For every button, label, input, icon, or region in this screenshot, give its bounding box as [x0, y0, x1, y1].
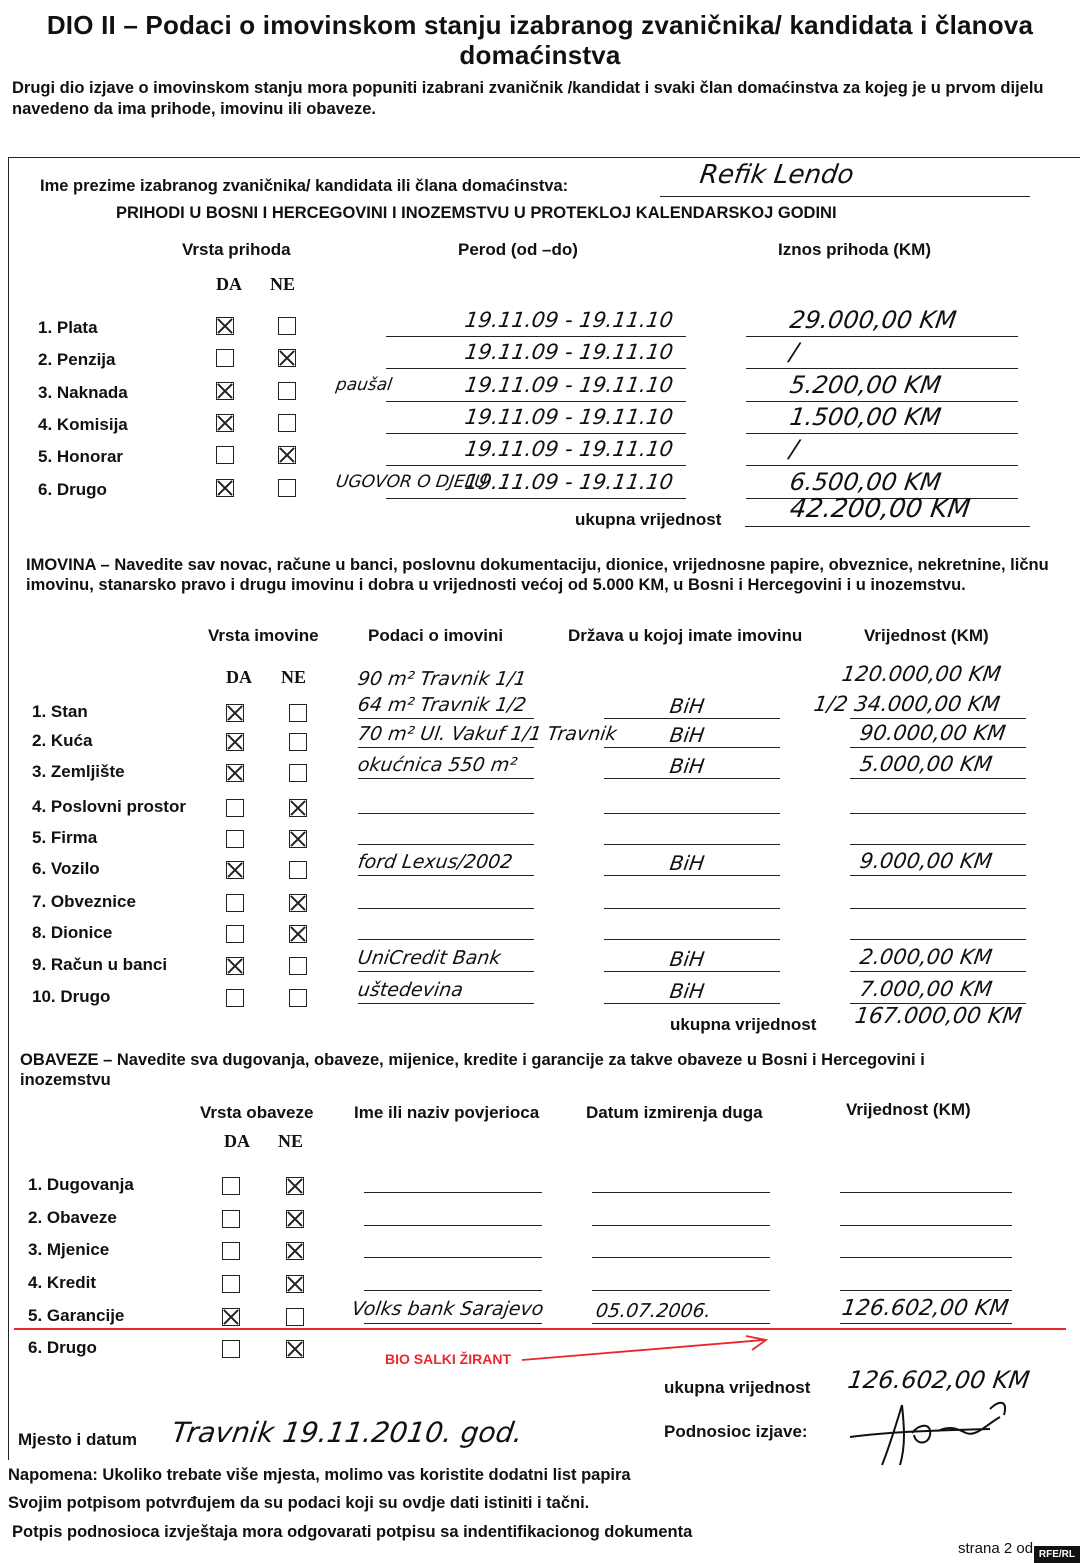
income-period-line: [386, 336, 686, 337]
income-row-amount[interactable]: 5.200,00 KM: [788, 371, 943, 399]
page-number: strana 2 od: [958, 1540, 1034, 1557]
asset-row-info[interactable]: 64 m² Travnik 1/2: [356, 694, 528, 716]
asset-row-label: 6. Vozilo: [32, 859, 100, 878]
liability-row-label: 6. Drugo: [28, 1338, 97, 1357]
liability-da-checkbox[interactable]: [222, 1308, 240, 1326]
liability-value-line: [840, 1192, 1012, 1193]
liab-col-type: Vrsta obaveze: [200, 1103, 314, 1122]
liability-da-checkbox[interactable]: [222, 1177, 240, 1195]
liability-date-line: [592, 1225, 770, 1226]
income-row-period[interactable]: 19.11.09 - 19.11.10: [463, 437, 675, 461]
liability-row-label: 1. Dugovanja: [28, 1175, 134, 1194]
income-period-line: [386, 401, 686, 402]
liability-date-line: [592, 1257, 770, 1258]
asset-da-checkbox[interactable]: [226, 764, 244, 782]
asset-ne-checkbox[interactable]: [289, 957, 307, 975]
income-amount-line: [746, 465, 1018, 466]
asset-row-country[interactable]: BiH: [668, 947, 707, 971]
income-col-period: Perod (od –do): [458, 240, 578, 259]
asset-row-info[interactable]: ford Lexus/2002: [356, 851, 514, 873]
signature[interactable]: [840, 1395, 1030, 1470]
asset-info-line: [358, 875, 534, 876]
name-value[interactable]: Refik Lendo: [697, 160, 856, 190]
income-ne-checkbox[interactable]: [278, 414, 296, 432]
asset-info-line: [358, 971, 534, 972]
asset-ne-checkbox[interactable]: [289, 704, 307, 722]
asset-country-line: [604, 875, 780, 876]
form-frame-left: [8, 157, 9, 1460]
income-row-label: 3. Naknada: [38, 383, 128, 402]
asset-row-value[interactable]: 90.000,00 KM: [858, 721, 1008, 745]
rferl-badge: RFE/RL: [1034, 1546, 1080, 1563]
place-label: Mjesto i datum: [18, 1430, 138, 1449]
footer-note-1: Napomena: Ukoliko trebate više mjesta, molimo vas koristite dodatni list papira: [8, 1466, 631, 1484]
liab-total-label: ukupna vrijednost: [664, 1378, 811, 1397]
asset-ne-checkbox[interactable]: [289, 894, 307, 912]
income-ne-checkbox[interactable]: [278, 479, 296, 497]
income-row-period[interactable]: 19.11.09 - 19.11.10: [463, 470, 675, 494]
asset-row-value[interactable]: 1/2 34.000,00 KM: [812, 692, 1002, 716]
assets-stan-value-line1[interactable]: 120.000,00 KM: [840, 662, 1003, 686]
assets-stan-info-line1[interactable]: 90 m² Travnik 1/1: [356, 668, 528, 690]
liab-da-header: DA: [224, 1131, 250, 1151]
asset-row-label: 2. Kuća: [32, 731, 93, 750]
red-arrow-icon: [520, 1334, 770, 1364]
assets-col-value: Vrijednost (KM): [864, 626, 989, 645]
asset-info-line: [358, 747, 534, 748]
footer-note-3: Potpis podnosioca izvještaja mora odgovarati potpisu sa indentifikacionog dokumenta: [12, 1523, 693, 1541]
asset-value-line: [850, 813, 1026, 814]
income-ne-checkbox[interactable]: [278, 446, 296, 464]
name-label: Ime prezime izabranog zvaničnika/ kandidata ili člana domaćinstva:: [40, 177, 569, 195]
liability-da-checkbox[interactable]: [222, 1340, 240, 1358]
asset-ne-checkbox[interactable]: [289, 925, 307, 943]
asset-ne-checkbox[interactable]: [289, 830, 307, 848]
asset-row-label: 1. Stan: [32, 702, 88, 721]
asset-row-country[interactable]: BiH: [668, 754, 707, 778]
liability-ne-checkbox[interactable]: [286, 1177, 304, 1195]
liability-ne-checkbox[interactable]: [286, 1340, 304, 1358]
liability-creditor-line: [364, 1257, 542, 1258]
asset-da-checkbox[interactable]: [226, 989, 244, 1007]
income-da-checkbox[interactable]: [216, 446, 234, 464]
liability-da-checkbox[interactable]: [222, 1275, 240, 1293]
income-period-line: [386, 368, 686, 369]
income-row-label: 4. Komisija: [38, 415, 128, 434]
asset-da-checkbox[interactable]: [226, 733, 244, 751]
asset-country-line: [604, 1003, 780, 1004]
income-row-amount[interactable]: /: [788, 435, 801, 463]
liabilities-intro: OBAVEZE – Navedite sva dugovanja, obaveze, mijenice, kredite i garancije za takve obaveze u Bosni i Hercegovini i inozemstvu: [20, 1051, 925, 1089]
income-ne-checkbox[interactable]: [278, 349, 296, 367]
form-frame-top: [8, 157, 1080, 158]
asset-value-line: [850, 939, 1026, 940]
income-row-label: 5. Honorar: [38, 447, 124, 466]
income-amount-line: [746, 336, 1018, 337]
income-row-label: 1. Plata: [38, 318, 98, 337]
footer-note-2: Svojim potpisom potvrđujem da su podaci koji su ovdje dati istiniti i tačni.: [8, 1494, 590, 1512]
liability-value-line: [840, 1323, 1012, 1324]
income-da-checkbox[interactable]: [216, 479, 234, 497]
intro-text: Drugi dio izjave o imovinskom stanju mora popuniti izabrani zvaničnik /kandidat i svaki član domaćinstva za kojeg je u prvom dijelu navedeno da ima prihode, imovinu ili obaveze.: [12, 79, 1044, 118]
asset-row-label: 8. Dionice: [32, 923, 113, 942]
liability-creditor-line: [364, 1192, 542, 1193]
liability-row-date[interactable]: 05.07.2006.: [594, 1300, 713, 1322]
asset-row-info[interactable]: UniCredit Bank: [356, 947, 503, 969]
asset-country-line: [604, 908, 780, 909]
income-row-amount[interactable]: 6.500,00 KM: [788, 468, 943, 496]
income-period-line: [386, 433, 686, 434]
asset-row-label: 9. Račun u banci: [32, 955, 168, 974]
income-da-checkbox[interactable]: [216, 414, 234, 432]
income-row-period[interactable]: 19.11.09 - 19.11.10: [463, 308, 675, 332]
income-row-period[interactable]: 19.11.09 - 19.11.10: [463, 373, 675, 397]
asset-da-checkbox[interactable]: [226, 704, 244, 722]
asset-info-line: [358, 813, 534, 814]
income-ne-checkbox[interactable]: [278, 382, 296, 400]
assets-col-country: Država u kojoj imate imovinu: [568, 626, 803, 645]
liability-da-checkbox[interactable]: [222, 1210, 240, 1228]
income-da-checkbox[interactable]: [216, 317, 234, 335]
liability-row-creditor[interactable]: Volks bank Sarajevo: [350, 1298, 546, 1320]
liability-value-line: [840, 1257, 1012, 1258]
asset-country-line: [604, 844, 780, 845]
asset-row-label: 5. Firma: [32, 828, 98, 847]
asset-row-info[interactable]: okućnica 550 m²: [356, 754, 519, 776]
liability-date-line: [592, 1290, 770, 1291]
liability-value-line: [840, 1290, 1012, 1291]
asset-value-line: [850, 844, 1026, 845]
liability-row-label: 5. Garancije: [28, 1306, 125, 1325]
liability-row-label: 4. Kredit: [28, 1273, 97, 1292]
asset-row-country[interactable]: BiH: [668, 979, 707, 1003]
income-total-line: [745, 526, 1030, 527]
submitter-label: Podnosioc izjave:: [664, 1422, 808, 1441]
liability-creditor-line: [364, 1225, 542, 1226]
asset-row-country[interactable]: BiH: [668, 723, 707, 747]
asset-country-line: [604, 813, 780, 814]
title-line-1: DIO II – Podaci o imovinskom stanju izabranog zvaničnika/ kandidata i članova: [46, 10, 1034, 40]
income-ne-header: NE: [270, 274, 296, 294]
income-row-amount[interactable]: 1.500,00 KM: [788, 403, 943, 431]
asset-value-line: [850, 971, 1026, 972]
assets-col-type: Vrsta imovine: [208, 626, 319, 645]
asset-info-line: [358, 844, 534, 845]
income-row-amount[interactable]: 29.000,00 KM: [788, 306, 959, 334]
liability-ne-checkbox[interactable]: [286, 1275, 304, 1293]
asset-country-line: [604, 747, 780, 748]
income-amount-line: [746, 401, 1018, 402]
asset-row-info[interactable]: 70 m² Ul. Vakuf 1/1 Travnik: [356, 723, 619, 745]
income-row-period[interactable]: 19.11.09 - 19.11.10: [463, 405, 675, 429]
liability-ne-checkbox[interactable]: [286, 1210, 304, 1228]
income-row-note[interactable]: UGOVOR O DJELU: [334, 472, 489, 492]
liability-ne-checkbox[interactable]: [286, 1308, 304, 1326]
red-annotation-text: BIO SALKI ŽIRANT: [385, 1351, 511, 1367]
asset-info-line: [358, 908, 534, 909]
asset-country-line: [604, 939, 780, 940]
asset-row-country[interactable]: BiH: [668, 694, 707, 718]
asset-row-label: 10. Drugo: [32, 987, 111, 1006]
income-da-header: DA: [216, 274, 242, 294]
income-col-type: Vrsta prihoda: [182, 240, 291, 259]
income-row-amount[interactable]: /: [788, 338, 801, 366]
income-row-period[interactable]: 19.11.09 - 19.11.10: [463, 340, 675, 364]
asset-row-value[interactable]: 7.000,00 KM: [858, 977, 994, 1001]
asset-row-country[interactable]: BiH: [668, 851, 707, 875]
liability-date-line: [592, 1323, 770, 1324]
page-title: [0, 10, 1080, 70]
asset-ne-checkbox[interactable]: [289, 861, 307, 879]
liab-col-date: Datum izmirenja duga: [586, 1103, 763, 1122]
asset-info-line: [358, 1003, 534, 1004]
liability-creditor-line: [364, 1290, 542, 1291]
income-col-amount: Iznos prihoda (KM): [778, 240, 931, 259]
asset-row-label: 4. Poslovni prostor: [32, 797, 186, 816]
asset-country-line: [604, 971, 780, 972]
income-ne-checkbox[interactable]: [278, 317, 296, 335]
asset-value-line: [850, 747, 1026, 748]
name-underline: [660, 196, 1030, 197]
liability-value-line: [840, 1225, 1012, 1226]
liability-row-label: 3. Mjenice: [28, 1240, 110, 1259]
asset-ne-checkbox[interactable]: [289, 799, 307, 817]
income-da-checkbox[interactable]: [216, 382, 234, 400]
liability-ne-checkbox[interactable]: [286, 1242, 304, 1260]
liability-row-value[interactable]: 126.602,00 KM: [840, 1296, 1011, 1321]
asset-info-line: [358, 718, 534, 719]
asset-info-line: [358, 939, 534, 940]
liability-creditor-line: [364, 1323, 542, 1324]
income-period-line: [386, 465, 686, 466]
assets-intro: IMOVINA – Navedite sav novac, račune u banci, poslovnu dokumentaciju, dionice, vrijednosne papire, obveznice, nekretnine, ličnu imovinu, stanarsko pravo i drugu imovinu i dobra u vrijednosti većoj od 5.000 KM, u Bosni i Hercegovini i u inozemstvu.: [26, 556, 1049, 594]
asset-ne-checkbox[interactable]: [289, 989, 307, 1007]
liability-row-label: 2. Obaveze: [28, 1208, 117, 1227]
asset-value-line: [850, 908, 1026, 909]
liab-total-value[interactable]: 126.602,00 KM: [846, 1366, 1032, 1394]
asset-da-checkbox[interactable]: [226, 799, 244, 817]
asset-da-checkbox[interactable]: [226, 830, 244, 848]
red-annotation-line: [14, 1328, 1066, 1330]
asset-da-checkbox[interactable]: [226, 861, 244, 879]
asset-row-info[interactable]: uštedevina: [356, 979, 465, 1001]
asset-da-checkbox[interactable]: [226, 925, 244, 943]
liability-da-checkbox[interactable]: [222, 1242, 240, 1260]
income-total-label: ukupna vrijednost: [575, 510, 722, 529]
income-total-value[interactable]: 42.200,00 KM: [787, 494, 973, 524]
asset-country-line: [604, 718, 780, 719]
income-da-checkbox[interactable]: [216, 349, 234, 367]
liab-col-value: Vrijednost (KM): [846, 1100, 971, 1119]
asset-row-label: 7. Obveznice: [32, 892, 136, 911]
title-line-2: domaćinstva: [459, 40, 621, 70]
income-row-label: 2. Penzija: [38, 350, 116, 369]
liab-col-creditor: Ime ili naziv povjerioca: [354, 1103, 540, 1122]
income-title: PRIHODI U BOSNI I HERCEGOVINI I INOZEMSTVU U PROTEKLOJ KALENDARSKOJ GODINI: [116, 204, 837, 222]
asset-row-value[interactable]: 2.000,00 KM: [858, 945, 994, 969]
asset-da-checkbox[interactable]: [226, 957, 244, 975]
income-period-line: [386, 498, 686, 499]
asset-row-value[interactable]: 9.000,00 KM: [858, 849, 994, 873]
income-row-label: 6. Drugo: [38, 480, 107, 499]
income-amount-line: [746, 368, 1018, 369]
asset-value-line: [850, 778, 1026, 779]
assets-da-header: DA: [226, 667, 252, 687]
asset-row-label: 3. Zemljište: [32, 762, 125, 781]
asset-ne-checkbox[interactable]: [289, 733, 307, 751]
asset-row-value[interactable]: 5.000,00 KM: [858, 752, 994, 776]
income-row-note[interactable]: paušal: [334, 375, 394, 395]
asset-country-line: [604, 778, 780, 779]
place-value[interactable]: Travnik 19.11.2010. god.: [169, 1416, 525, 1449]
asset-info-line: [358, 778, 534, 779]
assets-ne-header: NE: [281, 667, 307, 687]
assets-total-value[interactable]: 167.000,00 KM: [853, 1004, 1024, 1029]
asset-da-checkbox[interactable]: [226, 894, 244, 912]
asset-value-line: [850, 875, 1026, 876]
liab-ne-header: NE: [278, 1131, 304, 1151]
asset-ne-checkbox[interactable]: [289, 764, 307, 782]
asset-value-line: [850, 718, 1026, 719]
assets-col-info: Podaci o imovini: [368, 626, 504, 645]
assets-total-label: ukupna vrijednost: [670, 1015, 817, 1034]
income-amount-line: [746, 433, 1018, 434]
liability-date-line: [592, 1192, 770, 1193]
